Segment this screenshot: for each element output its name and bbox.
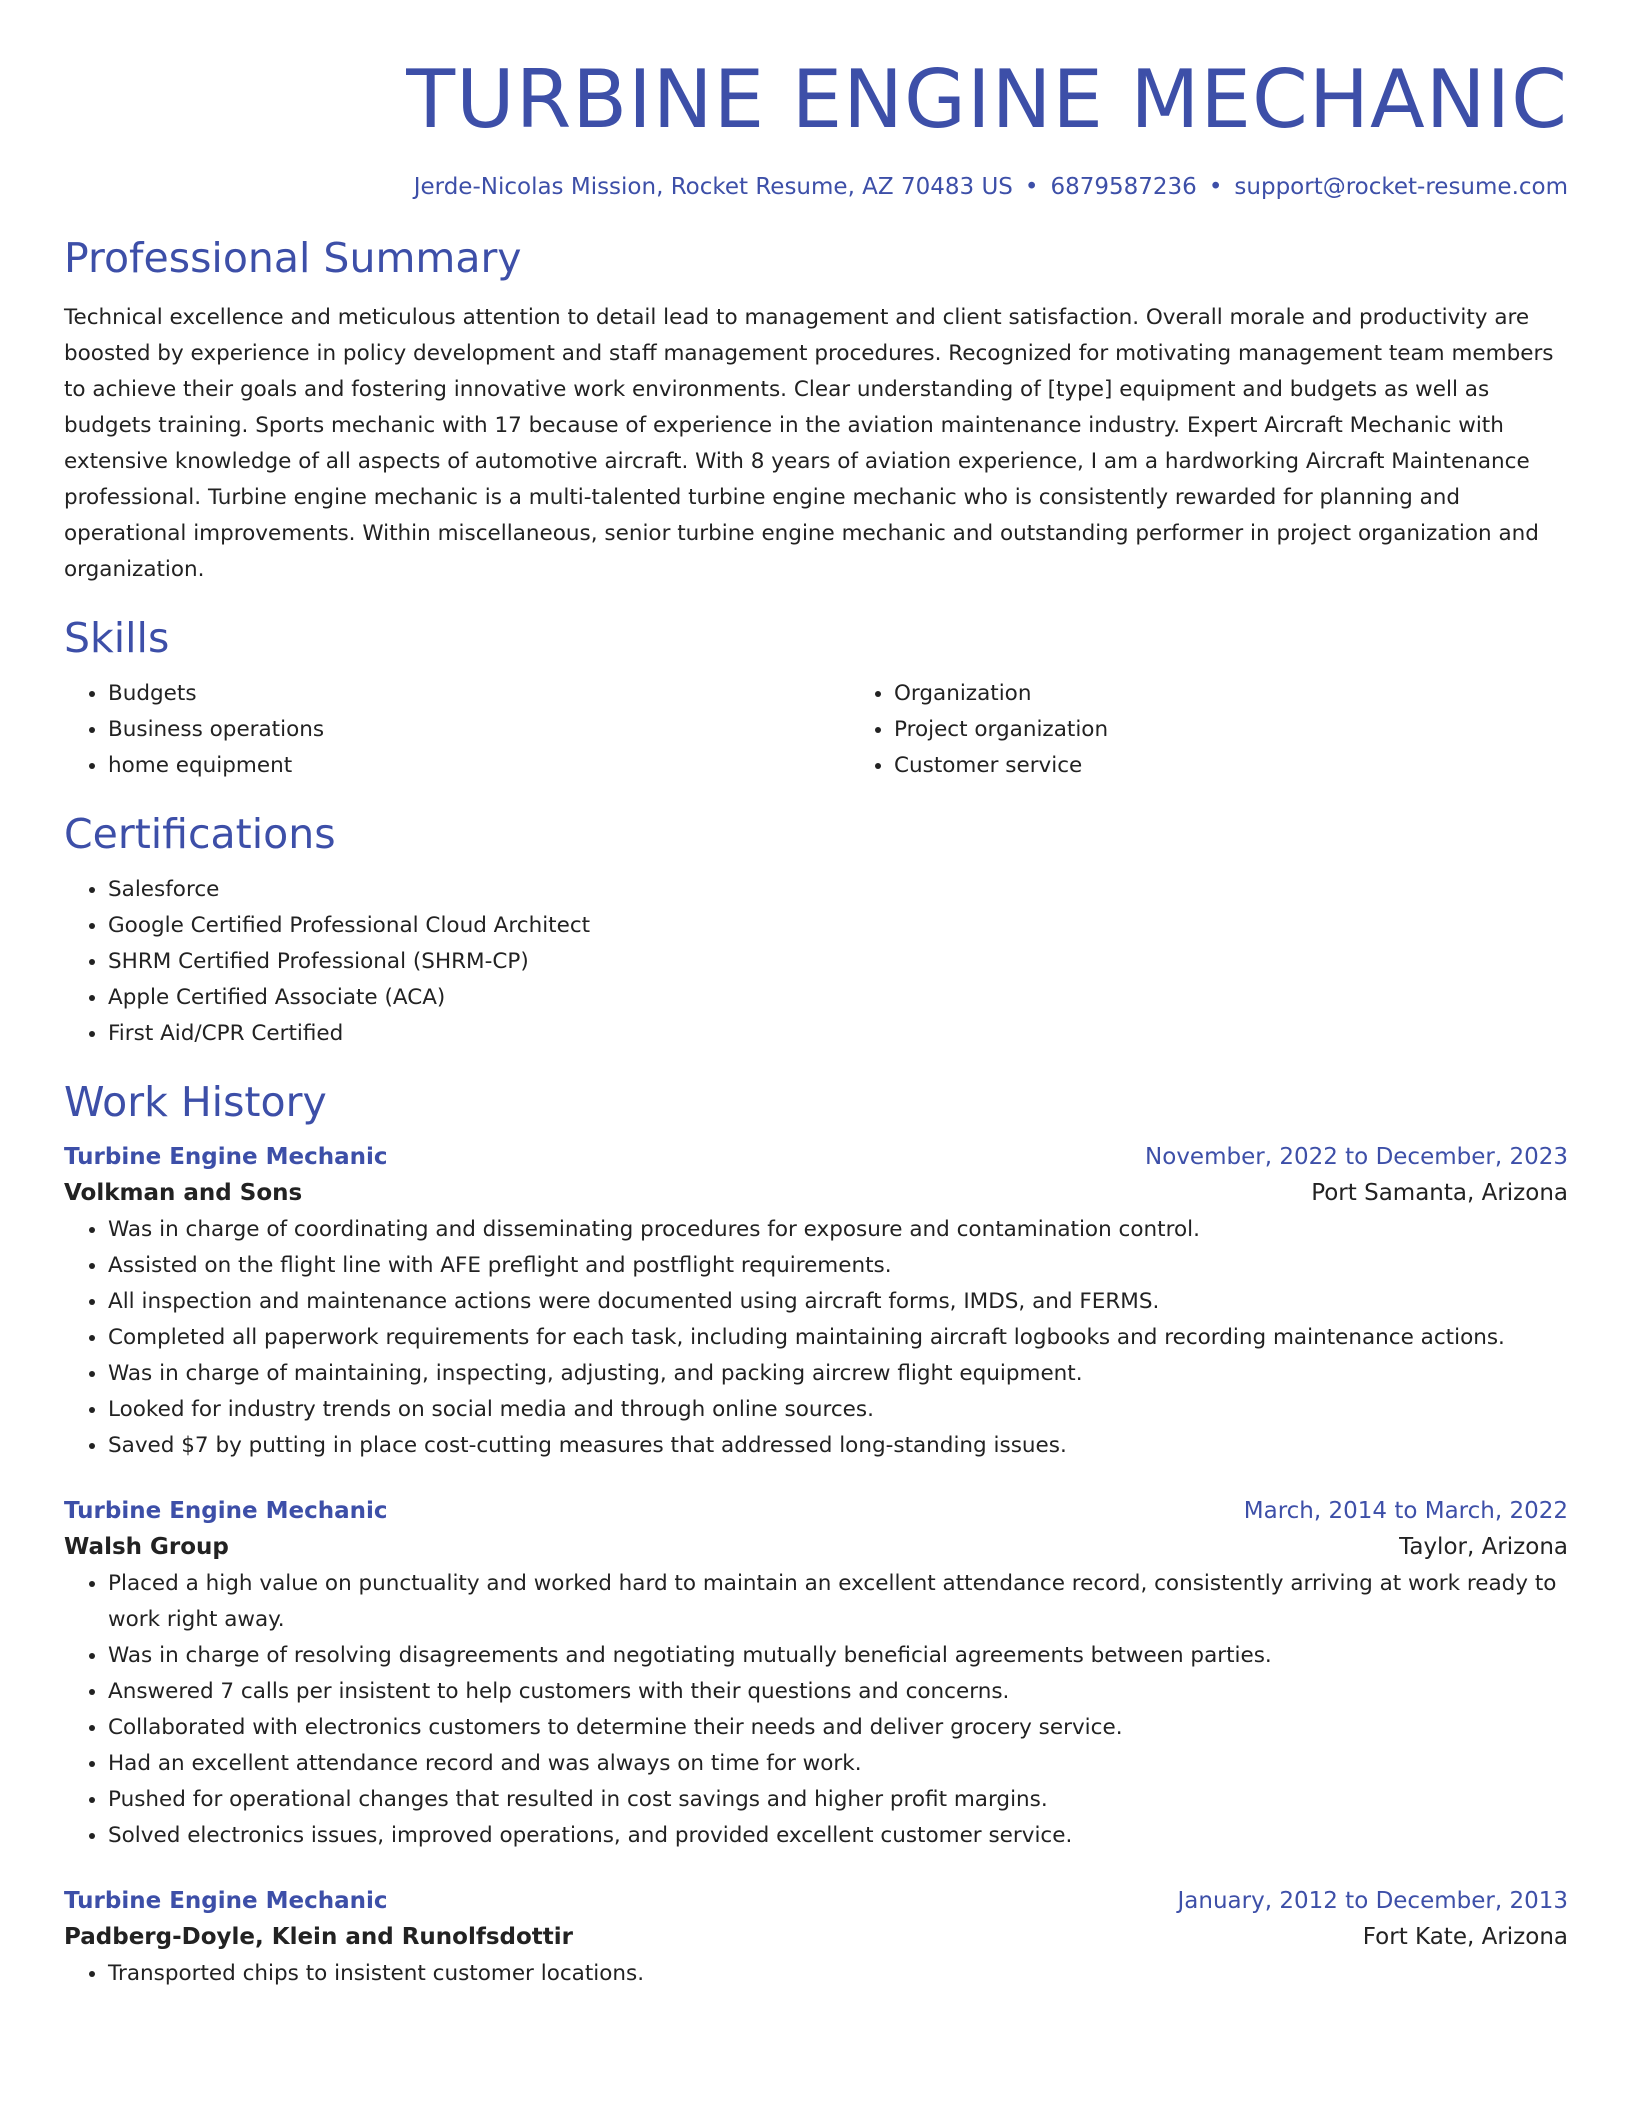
job-bullets xyxy=(64,1212,1568,1464)
job-dates: November, 2022 to December, 2023 xyxy=(1145,1144,1568,1170)
job-bullet: • Was in charge of coordinating and disseminating procedures for exposure and contamination control. xyxy=(108,1212,1568,1248)
certification-item: • Google Certified Professional Cloud Architect xyxy=(108,908,1568,944)
job-location: Port Samanta, Arizona xyxy=(1311,1180,1568,1206)
job-entry xyxy=(64,1494,1568,1854)
job-subheader xyxy=(64,1174,1568,1212)
job-bullet: • Was in charge of maintaining, inspecting, adjusting, and packing aircrew flight equipment. xyxy=(108,1356,1568,1392)
job-bullet: • Was in charge of resolving disagreements and negotiating mutually beneficial agreements between parties. xyxy=(108,1638,1568,1674)
job-bullet: • Placed a high value on punctuality and worked hard to maintain an excellent attendance record, consistently arriving at work ready to work right away. xyxy=(108,1566,1568,1638)
certification-item: • Salesforce xyxy=(108,872,1568,908)
job-location: Taylor, Arizona xyxy=(1399,1534,1568,1560)
job-bullets xyxy=(64,1956,1568,1992)
skill-item: • Customer service xyxy=(894,748,1632,784)
job-dates: January, 2012 to December, 2013 xyxy=(1177,1888,1568,1914)
summary-text: Technical excellence and meticulous attention to detail lead to management and client satisfaction. Overall morale and productivity are boosted by experience in policy development and staff management procedures. Recognized for motivating management team members to achieve their goals and fostering innovative work environments. Clear understanding of [type] equipment and budgets as well as budgets training. Sports mechanic with 17 because of experience in the aviation maintenance industry. Expert Aircraft Mechanic with extensive knowledge of all aspects of automotive aircraft. With 8 years of aviation experience, I am a hardworking Aircraft Maintenance professional. Turbine engine mechanic is a multi-talented turbine engine mechanic who is consistently rewarded for planning and operational improvements. Within miscellaneous, senior turbine engine mechanic and outstanding performer in project organization and organization. xyxy=(64,305,1554,582)
contact-address: Jerde-Nicolas Mission, Rocket Resume, AZ 70483 US xyxy=(413,174,1013,200)
skills-list-left xyxy=(64,676,850,784)
job-bullet: • All inspection and maintenance actions were documented using aircraft forms, IMDS, and FERMS. xyxy=(108,1284,1568,1320)
job-header xyxy=(64,1494,1568,1528)
certification-item: • Apple Certified Associate (ACA) xyxy=(108,980,1568,1016)
skills-section xyxy=(64,610,1568,784)
job-title: Turbine Engine Mechanic xyxy=(64,1144,388,1170)
job-bullet: • Saved $7 by putting in place cost-cutting measures that addressed long-standing issues. xyxy=(108,1428,1568,1464)
job-subheader xyxy=(64,1918,1568,1956)
certification-item: • SHRM Certified Professional (SHRM-CP) xyxy=(108,944,1568,980)
job-bullet: • Had an excellent attendance record and was always on time for work. xyxy=(108,1746,1568,1782)
job-dates: March, 2014 to March, 2022 xyxy=(1243,1498,1568,1524)
skill-item: • Project organization xyxy=(894,712,1632,748)
job-header xyxy=(64,1140,1568,1174)
job-bullet: • Completed all paperwork requirements for each task, including maintaining aircraft logbooks and recording maintenance actions. xyxy=(108,1320,1568,1356)
job-entry xyxy=(64,1140,1568,1464)
job-entry xyxy=(64,1884,1568,1992)
contact-email[interactable]: support@rocket-resume.com xyxy=(1234,174,1568,200)
skill-item: • home equipment xyxy=(108,748,850,784)
job-header xyxy=(64,1884,1568,1918)
resume-name: TURBINE ENGINE MECHANIC xyxy=(406,53,1568,146)
section-title-summary: Professional Summary xyxy=(64,234,522,282)
certification-item: • First Aid/CPR Certified xyxy=(108,1016,1568,1052)
section-title-work-history: Work History xyxy=(64,1078,327,1126)
job-company: Padberg-Doyle, Klein and Runolfsdottir xyxy=(64,1924,574,1950)
job-bullet: • Transported chips to insistent customer locations. xyxy=(108,1956,1568,1992)
summary-section xyxy=(64,230,1568,588)
job-subheader xyxy=(64,1528,1568,1566)
certifications-list xyxy=(64,872,1568,1052)
contact-separator: • xyxy=(1024,174,1039,200)
contact-line xyxy=(64,172,1568,202)
section-title-certifications: Certifications xyxy=(64,810,336,858)
skill-item: • Business operations xyxy=(108,712,850,748)
contact-separator: • xyxy=(1208,174,1223,200)
job-company: Walsh Group xyxy=(64,1534,229,1560)
job-bullet: • Pushed for operational changes that resulted in cost savings and higher profit margins. xyxy=(108,1782,1568,1818)
work-history-section xyxy=(64,1074,1568,1992)
certifications-section xyxy=(64,806,1568,1052)
job-bullets xyxy=(64,1566,1568,1854)
job-bullet: • Looked for industry trends on social media and through online sources. xyxy=(108,1392,1568,1428)
contact-phone: 6879587236 xyxy=(1050,174,1197,200)
job-bullet: • Collaborated with electronics customers to determine their needs and deliver grocery service. xyxy=(108,1710,1568,1746)
job-location: Fort Kate, Arizona xyxy=(1362,1924,1568,1950)
resume-page xyxy=(64,0,1568,1992)
job-title: Turbine Engine Mechanic xyxy=(64,1888,388,1914)
skills-grid xyxy=(64,676,1568,784)
section-title-skills: Skills xyxy=(64,614,170,662)
skills-list-right xyxy=(850,676,1632,784)
job-title: Turbine Engine Mechanic xyxy=(64,1498,388,1524)
skill-item: • Organization xyxy=(894,676,1632,712)
job-bullet: • Answered 7 calls per insistent to help customers with their questions and concerns. xyxy=(108,1674,1568,1710)
job-company: Volkman and Sons xyxy=(64,1180,303,1206)
skill-item: • Budgets xyxy=(108,676,850,712)
job-bullet: • Assisted on the flight line with AFE preflight and postflight requirements. xyxy=(108,1248,1568,1284)
job-bullet: • Solved electronics issues, improved operations, and provided excellent customer service. xyxy=(108,1818,1568,1854)
